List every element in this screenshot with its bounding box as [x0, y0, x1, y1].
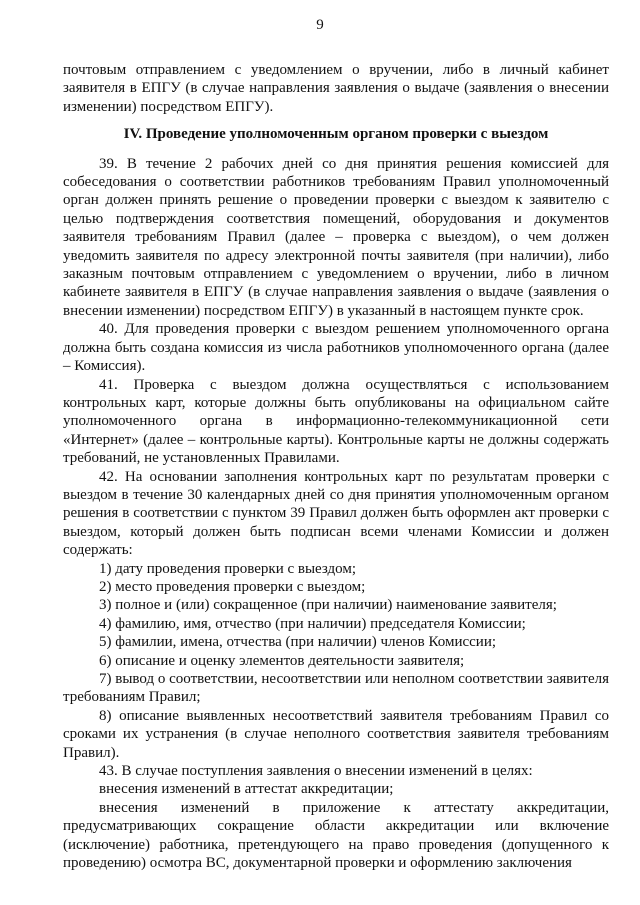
list-item-6: 6) описание и оценку элементов деятельности заявителя; — [99, 652, 465, 669]
list-item-5: 5) фамилии, имена, отчества (при наличии) членов Комиссии; — [99, 634, 497, 651]
list-item-7: 7) вывод о соответствии, несоответствии или неполном соответствии заявителя требованиям Правил; — [63, 671, 609, 706]
paragraph-43-b: внесения изменений в приложение к аттестату аккредитации, предусматривающих сокращение области аккредитации или включение (исключение) работника, претендующего на право проведения (допущенного к проведению) осмотра ВС, документарной проверки и оформлению заключения — [63, 799, 609, 872]
section-heading: IV. Проведение уполномоченным органом проверки с выездом — [123, 126, 549, 143]
page-number: 9 — [316, 17, 324, 33]
list-item-3: 3) полное и (или) сокращенное (при наличии) наименование заявителя; — [99, 597, 557, 614]
list-item-4: 4) фамилию, имя, отчество (при наличии) председателя Комиссии; — [99, 615, 526, 632]
list-item-8: 8) описание выявленных несоответствий заявителя требованиям Правил со сроками их устранения (в случае неполного соответствия заявителя требованиям Правил). — [63, 707, 609, 761]
paragraph-41: 41. Проверка с выездом должна осуществляться с использованием контрольных карт, которые должны быть опубликованы на официальном сайте уполномоченного органа в информационно-телекоммуникационной сети «Интернет» (далее – контрольные карты). Контрольные карты не должны содержать требований, не установленных Правилами. — [63, 376, 609, 467]
list-item-1: 1) дату проведения проверки с выездом; — [99, 560, 357, 577]
paragraph-39: 39. В течение 2 рабочих дней со дня принятия решения комиссией для собеседования о соответствии работников требованиям Правил уполномоченный орган должен принять решение о проведении проверки с выездом к заявителю с целью подтверждения соответствия помещений, оборудования и документов заявителя требованиям Правил (далее – проверка с выездом), о чем должен уведомить заявителя по адресу электронной почты заявителя (при наличии), либо заказным почтовым отправлением с уведомлением о вручении, либо в личном кабинете заявителя в ЕПГУ (в случае направления заявления о выдаче (заявления о внесении изменении) посредством ЕПГУ) в указанный в настоящем пункте срок. — [63, 155, 609, 319]
list-item-2: 2) место проведения проверки с выездом; — [99, 578, 366, 595]
paragraph-43: 43. В случае поступления заявления о внесении изменений в целях: — [99, 763, 533, 780]
page-content — [63, 61, 609, 872]
paragraph-42: 42. На основании заполнения контрольных карт по результатам проверки с выездом в течение 30 календарных дней со дня принятия уполномоченным органом решения в соответствии с пунктом 39 Правил должен быть оформлен акт проверки с выездом, который должен быть подписан всеми членами Комиссии и должен содержать: — [63, 468, 609, 559]
paragraph-40: 40. Для проведения проверки с выездом решением уполномоченного органа должна быть создана комиссия из числа работников уполномоченного органа (далее – Комиссия). — [63, 321, 609, 375]
intro-paragraph: почтовым отправлением с уведомлением о вручении, либо в личный кабинет заявителя в ЕПГУ (в случае направления заявления о выдаче (заявления о внесении изменении) посредством ЕПГУ). — [63, 62, 609, 115]
paragraph-43-a: внесения изменений в аттестат аккредитации; — [99, 781, 394, 798]
